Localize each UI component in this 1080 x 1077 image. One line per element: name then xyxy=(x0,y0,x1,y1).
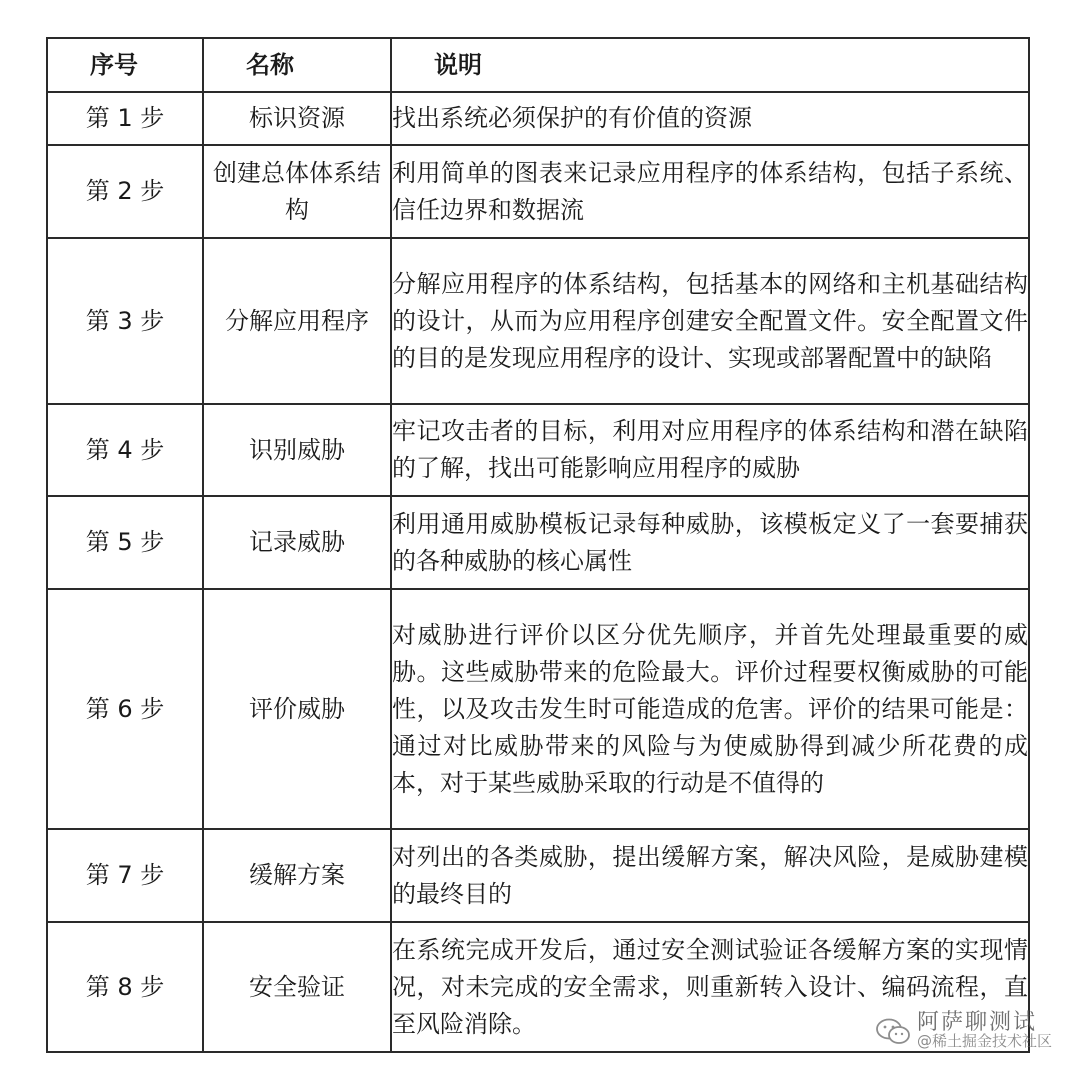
table-row xyxy=(47,238,1029,404)
step-index: 第 4 步 xyxy=(47,404,203,496)
column-header-name: 名称 xyxy=(203,38,391,92)
step-name: 记录威胁 xyxy=(203,496,391,589)
step-index: 第 7 步 xyxy=(47,829,203,922)
watermark xyxy=(875,1012,1052,1052)
step-description: 对列出的各类威胁，提出缓解方案，解决风险，是威胁建模的最终目的 xyxy=(391,829,1029,922)
step-name: 分解应用程序 xyxy=(203,238,391,404)
table-row xyxy=(47,145,1029,238)
table-row xyxy=(47,404,1029,496)
table-row xyxy=(47,829,1029,922)
table-row xyxy=(47,589,1029,829)
step-index: 第 2 步 xyxy=(47,145,203,238)
threat-modeling-steps-table xyxy=(46,37,1030,1053)
step-index: 第 8 步 xyxy=(47,922,203,1052)
watermark-source: @稀土掘金技术社区 xyxy=(916,1032,1052,1050)
step-name: 创建总体体系结构 xyxy=(203,145,391,238)
step-description: 分解应用程序的体系结构，包括基本的网络和主机基础结构的设计，从而为应用程序创建安全配置文件。安全配置文件的目的是发现应用程序的设计、实现或部署配置中的缺陷 xyxy=(391,238,1029,404)
watermark-text xyxy=(916,1010,1052,1050)
watermark-account: 阿萨聊测试 xyxy=(916,1010,1037,1035)
step-index: 第 1 步 xyxy=(47,92,203,145)
step-description: 找出系统必须保护的有价值的资源 xyxy=(391,92,1029,145)
step-name: 缓解方案 xyxy=(203,829,391,922)
table-header-row xyxy=(47,38,1029,92)
step-name: 安全验证 xyxy=(203,922,391,1052)
column-header-description: 说明 xyxy=(391,38,1029,92)
step-description: 在系统完成开发后，通过安全测试验证各缓解方案的实现情况，对未完成的安全需求，则重新转入设计、编码流程，直至风险消除。 xyxy=(391,922,1029,1052)
step-index: 第 6 步 xyxy=(47,589,203,829)
column-header-index: 序号 xyxy=(47,38,203,92)
wechat-icon xyxy=(875,1018,911,1046)
step-description: 利用通用威胁模板记录每种威胁，该模板定义了一套要捕获的各种威胁的核心属性 xyxy=(391,496,1029,589)
step-index: 第 5 步 xyxy=(47,496,203,589)
step-name: 评价威胁 xyxy=(203,589,391,829)
step-name: 识别威胁 xyxy=(203,404,391,496)
table-row xyxy=(47,496,1029,589)
table-row xyxy=(47,92,1029,145)
step-description: 对威胁进行评价以区分优先顺序，并首先处理最重要的威胁。这些威胁带来的危险最大。评价过程要权衡威胁的可能性，以及攻击发生时可能造成的危害。评价的结果可能是：通过对比威胁带来的风险与为使威胁得到减少所花费的成本，对于某些威胁采取的行动是不值得的 xyxy=(391,589,1029,829)
step-description: 利用简单的图表来记录应用程序的体系结构，包括子系统、信任边界和数据流 xyxy=(391,145,1029,238)
step-description: 牢记攻击者的目标，利用对应用程序的体系结构和潜在缺陷的了解，找出可能影响应用程序的威胁 xyxy=(391,404,1029,496)
step-index: 第 3 步 xyxy=(47,238,203,404)
step-name: 标识资源 xyxy=(203,92,391,145)
